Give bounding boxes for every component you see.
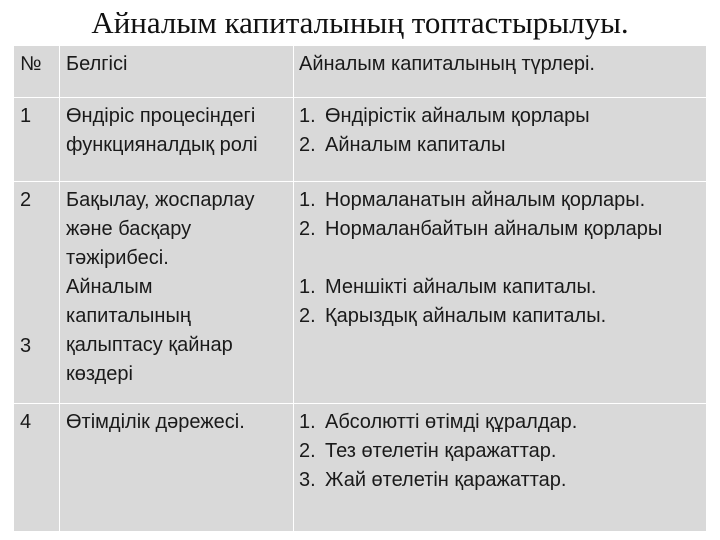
type-item-text: Қарыздық айналым капиталы. (325, 305, 607, 327)
row-sign (60, 98, 294, 181)
sign-line: функцияналдық ролі (66, 134, 258, 156)
type-item-text: Тез өтелетін қаражаттар. (325, 440, 557, 462)
sign-line: капиталының (66, 305, 191, 327)
sign-line: Өндіріс процесіндегі (66, 105, 256, 127)
type-item-text: Меншікті айналым капиталы. (325, 276, 597, 298)
sign-line: және басқару (66, 218, 192, 240)
type-item (299, 437, 700, 466)
row-types (294, 404, 706, 531)
type-item-text: Өндірістік айналым қорлары (325, 105, 590, 127)
type-item (299, 408, 700, 437)
type-item (299, 102, 700, 131)
header-types: Айналым капиталының түрлері. (299, 53, 595, 75)
type-item-text: Нормаланбайтын айналым қорлары (325, 218, 663, 240)
type-item-text: Абсолютті өтімді құралдар. (325, 411, 578, 433)
sign-line: қалыптасу қайнар (66, 334, 233, 356)
row-sign (60, 404, 294, 531)
type-item-number: 2. (299, 218, 316, 240)
sign-line: Өтімділік дәрежесі. (66, 411, 245, 433)
sign-line: Бақылау, жоспарлау (66, 189, 255, 211)
type-item (299, 215, 700, 244)
type-item (299, 186, 700, 215)
table-row (14, 403, 706, 531)
row-number: 1 (14, 98, 60, 181)
type-item (299, 131, 700, 160)
row-number: 4 (14, 404, 60, 531)
type-item-number: 1. (299, 411, 316, 433)
row-number-column (14, 182, 60, 403)
type-item-text: Жай өтелетін қаражаттар. (325, 469, 567, 491)
page-title: Айналым капиталының топтастырылуы. (91, 5, 629, 40)
type-item-number: 2. (299, 134, 316, 156)
sign-line: тәжірибесі. (66, 247, 169, 269)
type-item-number: 1. (299, 189, 316, 211)
header-number: № (14, 46, 60, 97)
type-item-number: 3. (299, 469, 316, 491)
type-item (299, 466, 700, 495)
classification-table (14, 46, 706, 531)
table-header-row (14, 46, 706, 97)
row-number: 3 (20, 335, 32, 357)
sign-line: көздері (66, 363, 133, 385)
sign-line: Айналым (66, 276, 153, 298)
type-item-text: Айналым капиталы (325, 134, 506, 156)
header-sign: Белгісі (60, 46, 294, 97)
type-item-number: 2. (299, 305, 316, 327)
type-item (299, 302, 700, 331)
type-item-number: 1. (299, 276, 316, 298)
row-types (294, 182, 706, 403)
type-item-number: 1. (299, 105, 316, 127)
types-group (299, 186, 700, 273)
row-number: 2 (20, 189, 32, 211)
table-row (14, 97, 706, 181)
type-item-text: Нормаланатын айналым қорлары. (325, 189, 646, 211)
row-sign (60, 182, 294, 403)
type-item (299, 273, 700, 302)
type-item-number: 2. (299, 440, 316, 462)
row-types (294, 98, 706, 181)
table-row-group (14, 181, 706, 403)
